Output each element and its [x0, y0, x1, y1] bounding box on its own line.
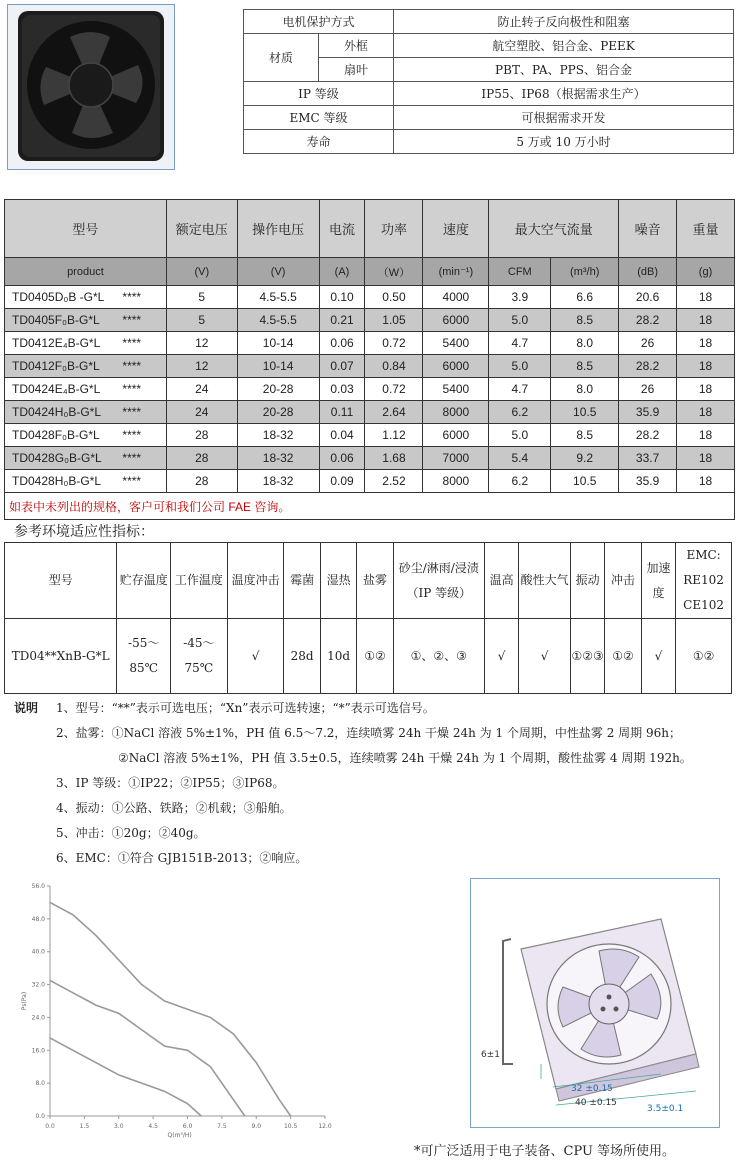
env-header: 砂尘/淋雨/浸渍（IP 等级） [393, 543, 484, 619]
env-header: 温度冲击 [227, 543, 284, 619]
x-tick-label: 1.5 [79, 1123, 90, 1130]
y-tick-label: 24.0 [31, 1014, 45, 1022]
unit-cell: (min⁻¹) [423, 258, 489, 286]
env-storage: -55～85℃ [117, 619, 171, 694]
cell-m3h: 8.0 [551, 378, 619, 401]
cell-db: 26 [619, 378, 677, 401]
cell-model: TD0424H₀B-G*L [5, 401, 117, 424]
cell-db: 28.2 [619, 355, 677, 378]
cell-db: 35.9 [619, 401, 677, 424]
notes-line: 5、冲击：①20g；②40g。 [56, 826, 206, 840]
cell-cfm: 3.9 [489, 286, 551, 309]
notes-heading: 说明 [14, 701, 39, 715]
cell-op: 18-32 [237, 447, 319, 470]
table-row [5, 355, 735, 378]
cell-model: TD0428H₀B-G*L [5, 470, 117, 493]
cell-model: TD0428G₀B-G*L [5, 447, 117, 470]
cell-rpm: 8000 [423, 401, 489, 424]
cell-db: 28.2 [619, 309, 677, 332]
cell-cfm: 4.7 [489, 332, 551, 355]
dim-label: 40 ±0.15 [575, 1098, 617, 1108]
unit-cell: （W） [365, 258, 423, 286]
notes-line: 3、IP 等级：①IP22；②IP55；③IP68。 [56, 776, 285, 790]
performance-chart [0, 876, 340, 1138]
dim-label: 3.5±0.1 [647, 1104, 684, 1114]
cell-db: 20.6 [619, 286, 677, 309]
y-tick-label: 48.0 [31, 915, 45, 923]
spec-sublabel: 扇叶 [319, 58, 394, 82]
cell-a: 0.06 [319, 447, 365, 470]
table-row [5, 470, 735, 493]
cell-a: 0.11 [319, 401, 365, 424]
unit-product: product [5, 258, 167, 286]
header-airflow: 最大空气流量 [489, 200, 619, 258]
x-tick-label: 9.0 [251, 1123, 262, 1130]
spec-label: EMC 等级 [244, 106, 394, 130]
cell-m3h: 10.5 [551, 470, 619, 493]
cell-g: 18 [677, 355, 735, 378]
cell-a: 0.06 [319, 332, 365, 355]
spec-value: 航空塑胶、铝合金、PEEK [394, 34, 734, 58]
header-weight: 重量 [677, 200, 735, 258]
table-row [5, 378, 735, 401]
env-header: 加速度 [641, 543, 675, 619]
table-row [5, 286, 735, 309]
env-mold: 28d [284, 619, 320, 694]
cell-v: 28 [166, 447, 237, 470]
cell-model: TD0412F₀B-G*L [5, 355, 117, 378]
unit-cell: (m³/h) [551, 258, 619, 286]
y-tick-label: 32.0 [31, 981, 45, 989]
cell-g: 18 [677, 401, 735, 424]
cell-g: 18 [677, 286, 735, 309]
spec-label: IP 等级 [244, 82, 394, 106]
spec-sublabel: 外框 [319, 34, 394, 58]
cell-w: 0.72 [365, 332, 423, 355]
env-table [4, 542, 732, 694]
series-line-1 [50, 980, 245, 1116]
cell-code: **** [116, 378, 166, 401]
cell-rpm: 7000 [423, 447, 489, 470]
cell-g: 18 [677, 470, 735, 493]
spec-value: 5 万或 10 万小时 [394, 130, 734, 154]
header-speed: 速度 [423, 200, 489, 258]
cell-w: 1.05 [365, 309, 423, 332]
cell-cfm: 5.4 [489, 447, 551, 470]
cell-code: **** [116, 401, 166, 424]
x-tick-label: 0.0 [45, 1123, 55, 1130]
cell-rpm: 4000 [423, 286, 489, 309]
dim-label: 6±1 [481, 1050, 500, 1060]
notes-line: ②NaCl 溶液 5%±1%，PH 值 3.5±0.5，连续喷雾 24h 干燥 24h 为 1 个周期，酸性盐雾 4 周期 192h。 [118, 751, 692, 765]
cell-db: 28.2 [619, 424, 677, 447]
cell-m3h: 8.0 [551, 332, 619, 355]
unit-cell: (dB) [619, 258, 677, 286]
cell-code: **** [116, 286, 166, 309]
cell-g: 18 [677, 309, 735, 332]
env-header: 振动 [570, 543, 604, 619]
cell-w: 0.84 [365, 355, 423, 378]
cell-code: **** [116, 332, 166, 355]
cell-m3h: 6.6 [551, 286, 619, 309]
env-header: EMC: RE102 CE102 [676, 543, 732, 619]
cell-op: 20-28 [237, 378, 319, 401]
cell-v: 28 [166, 424, 237, 447]
cell-v: 5 [166, 286, 237, 309]
cell-a: 0.21 [319, 309, 365, 332]
cell-cfm: 5.0 [489, 309, 551, 332]
cell-a: 0.07 [319, 355, 365, 378]
cell-model: TD0405F₀B-G*L [5, 309, 117, 332]
header-power: 功率 [365, 200, 423, 258]
spec-value: PBT、PA、PPS、铝合金 [394, 58, 734, 82]
table-row [5, 447, 735, 470]
cell-m3h: 9.2 [551, 447, 619, 470]
env-shock-temp: √ [227, 619, 284, 694]
cell-op: 10-14 [237, 355, 319, 378]
cell-v: 12 [166, 355, 237, 378]
cell-w: 2.64 [365, 401, 423, 424]
cell-code: **** [116, 470, 166, 493]
cell-cfm: 6.2 [489, 470, 551, 493]
spec-label: 电机保护方式 [244, 10, 394, 34]
cell-w: 1.68 [365, 447, 423, 470]
cell-w: 1.12 [365, 424, 423, 447]
spec-label: 寿命 [244, 130, 394, 154]
cell-m3h: 8.5 [551, 424, 619, 447]
cell-rpm: 6000 [423, 424, 489, 447]
env-acid: √ [519, 619, 571, 694]
notes-line: 2、盐雾：①NaCl 溶液 5%±1%，PH 值 6.5～7.2，连续喷雾 24h 干燥 24h 为 1 个周期，中性盐雾 2 周期 96h； [56, 726, 681, 740]
cell-m3h: 8.5 [551, 355, 619, 378]
cell-db: 35.9 [619, 470, 677, 493]
y-tick-label: 56.0 [31, 883, 45, 890]
x-tick-label: 7.5 [217, 1123, 227, 1130]
cell-rpm: 8000 [423, 470, 489, 493]
spec-label: 材质 [244, 34, 319, 82]
cell-w: 2.52 [365, 470, 423, 493]
cell-rpm: 6000 [423, 355, 489, 378]
unit-cell: (A) [319, 258, 365, 286]
cell-db: 26 [619, 332, 677, 355]
header-rated-voltage: 额定电压 [166, 200, 237, 258]
cell-code: **** [116, 309, 166, 332]
cell-w: 0.50 [365, 286, 423, 309]
cell-m3h: 8.5 [551, 309, 619, 332]
cell-db: 33.7 [619, 447, 677, 470]
cell-cfm: 5.0 [489, 424, 551, 447]
cell-w: 0.72 [365, 378, 423, 401]
env-model: TD04**XnB-G*L [5, 619, 117, 694]
table-row [5, 401, 735, 424]
dim-label: 32 ±0.15 [571, 1084, 613, 1094]
env-header-model: 型号 [5, 543, 117, 619]
cell-op: 18-32 [237, 470, 319, 493]
env-salt: ①② [357, 619, 393, 694]
x-tick-label: 10.5 [283, 1123, 298, 1130]
env-header: 霉菌 [284, 543, 320, 619]
x-tick-label: 3.0 [113, 1123, 124, 1130]
cell-v: 24 [166, 378, 237, 401]
cell-g: 18 [677, 447, 735, 470]
env-damp: 10d [320, 619, 356, 694]
env-acc: √ [641, 619, 675, 694]
cell-g: 18 [677, 332, 735, 355]
env-impact: ①② [605, 619, 641, 694]
x-axis-label: Q(m³/H) [167, 1132, 192, 1138]
notes-line: 6、EMC：①符合 GJB151B-2013；②响应。 [56, 851, 308, 865]
notes-line: 1、型号：“**”表示可选电压；“Xn”表示可选转速；“*”表示可选信号。 [56, 701, 435, 715]
header-model: 型号 [5, 200, 167, 258]
table-row [5, 332, 735, 355]
cell-op: 10-14 [237, 332, 319, 355]
product-photo [7, 4, 175, 170]
cell-a: 0.03 [319, 378, 365, 401]
env-ip: ①、②、③ [393, 619, 484, 694]
y-tick-label: 0.0 [35, 1113, 45, 1120]
cell-a: 0.04 [319, 424, 365, 447]
footer-note: *可广泛适用于电子装备、CPU 等场所使用。 [414, 1144, 676, 1159]
cell-model: TD0412E₄B-G*L [5, 332, 117, 355]
model-table [4, 199, 735, 520]
spec-table [243, 9, 734, 154]
cell-op: 20-28 [237, 401, 319, 424]
cell-op: 4.5-5.5 [237, 286, 319, 309]
unit-cell: (g) [677, 258, 735, 286]
spec-value: 防止转子反向极性和阻塞 [394, 10, 734, 34]
cell-v: 28 [166, 470, 237, 493]
env-header: 冲击 [605, 543, 641, 619]
spec-value: 可根据需求开发 [394, 106, 734, 130]
env-high: √ [484, 619, 518, 694]
model-note: 如表中未列出的规格，客户可和我们公司 FAE 咨询。 [5, 493, 735, 520]
y-tick-label: 40.0 [31, 948, 45, 956]
cell-m3h: 10.5 [551, 401, 619, 424]
env-header: 工作温度 [171, 543, 228, 619]
cell-model: TD0424E₄B-G*L [5, 378, 117, 401]
x-tick-label: 6.0 [182, 1123, 193, 1130]
cell-rpm: 5400 [423, 332, 489, 355]
cell-op: 4.5-5.5 [237, 309, 319, 332]
cell-cfm: 6.2 [489, 401, 551, 424]
cell-model: TD0405D₀B -G*L [5, 286, 117, 309]
y-axis-label: Ps(Pa) [21, 991, 28, 1011]
x-tick-label: 12.0 [318, 1123, 332, 1130]
cell-v: 12 [166, 332, 237, 355]
x-tick-label: 4.5 [148, 1123, 158, 1130]
y-tick-label: 8.0 [35, 1080, 45, 1088]
y-tick-label: 16.0 [31, 1047, 45, 1055]
cell-model: TD0428F₀B-G*L [5, 424, 117, 447]
env-header: 酸性大气 [519, 543, 571, 619]
header-current: 电流 [319, 200, 365, 258]
cell-op: 18-32 [237, 424, 319, 447]
table-row [5, 424, 735, 447]
cell-rpm: 6000 [423, 309, 489, 332]
cell-a: 0.09 [319, 470, 365, 493]
env-header: 湿热 [320, 543, 356, 619]
cell-g: 18 [677, 424, 735, 447]
cell-rpm: 5400 [423, 378, 489, 401]
header-noise: 噪音 [619, 200, 677, 258]
notes-line: 4、振动：①公路、铁路；②机载；③船舶。 [56, 801, 292, 815]
cell-g: 18 [677, 378, 735, 401]
env-header: 贮存温度 [117, 543, 171, 619]
env-vib: ①②③ [570, 619, 604, 694]
table-row [5, 309, 735, 332]
env-header: 温高 [484, 543, 518, 619]
cell-a: 0.10 [319, 286, 365, 309]
cell-v: 5 [166, 309, 237, 332]
unit-cell: CFM [489, 258, 551, 286]
cell-code: **** [116, 355, 166, 378]
unit-cell: (V) [166, 258, 237, 286]
cell-code: **** [116, 447, 166, 470]
env-header: 盐雾 [357, 543, 393, 619]
series-line-2 [50, 1038, 201, 1116]
env-title: 参考环境适应性指标： [14, 523, 154, 539]
cell-cfm: 5.0 [489, 355, 551, 378]
cell-v: 24 [166, 401, 237, 424]
cell-cfm: 4.7 [489, 378, 551, 401]
cell-code: **** [116, 424, 166, 447]
env-emc: ①② [676, 619, 732, 694]
header-op-voltage: 操作电压 [237, 200, 319, 258]
series-line-0 [50, 902, 291, 1116]
fan-drawing [470, 878, 720, 1128]
unit-cell: (V) [237, 258, 319, 286]
spec-value: IP55、IP68（根据需求生产） [394, 82, 734, 106]
env-work: -45～75℃ [171, 619, 228, 694]
